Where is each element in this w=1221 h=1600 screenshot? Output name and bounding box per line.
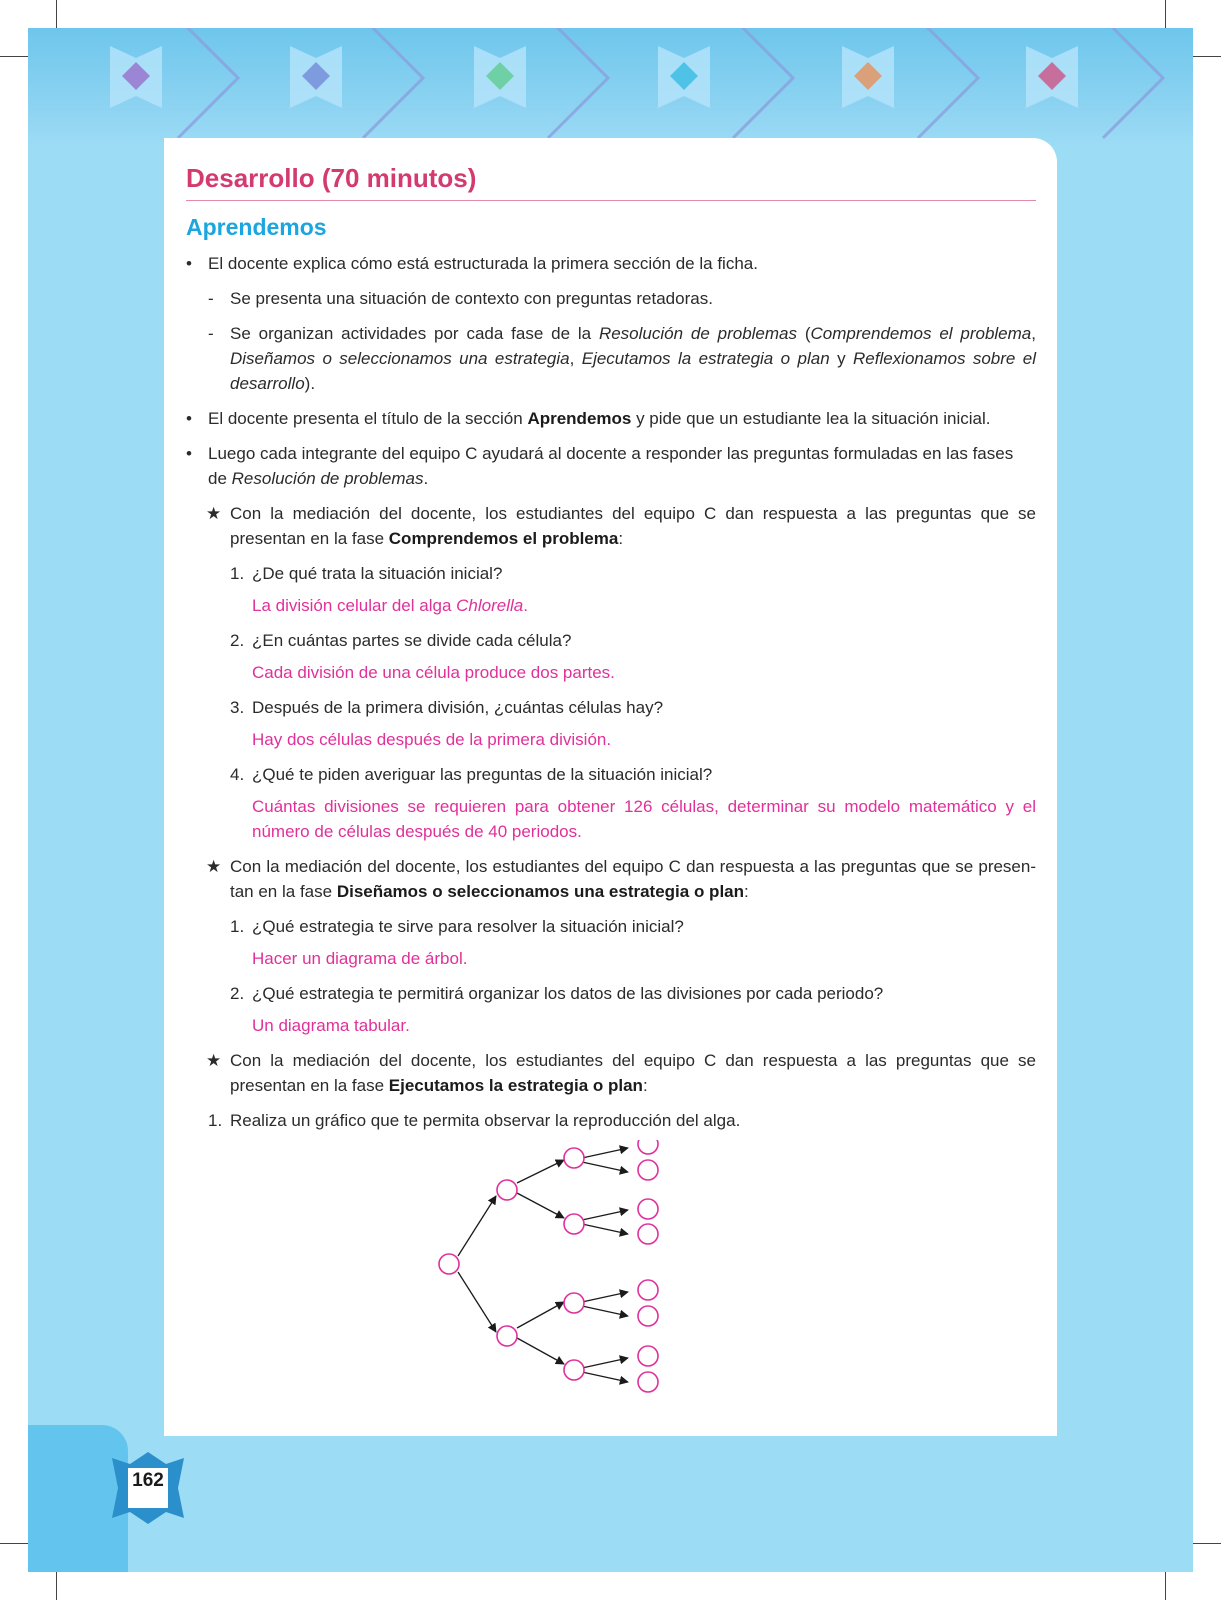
list-item	[186, 251, 1036, 276]
star-marker: ★	[206, 504, 222, 523]
item-text: :	[744, 882, 749, 901]
phase-name: Comprendemos el problema	[388, 529, 619, 548]
bullet-marker: •	[186, 409, 192, 428]
cell-node	[564, 1293, 584, 1313]
cell-node	[439, 1254, 459, 1274]
division-arrow	[582, 1292, 628, 1302]
item-text: Con la mediación del docente, los estudiantes del equipo C dan respuesta a las preguntas que se presentan en la fase	[230, 504, 1036, 548]
item-text-italic: Resolución de problemas	[598, 324, 798, 343]
question-text: ¿De qué trata la situación inicial?	[252, 564, 503, 583]
answer-text: Cuántas divisiones se requieren para obtener 126 células, determinar su modelo matemático y el número de células después de 40 periodos.	[252, 797, 1036, 841]
cell-node	[638, 1280, 658, 1300]
item-text: ,	[1031, 324, 1036, 343]
item-text: ).	[304, 374, 316, 393]
question-item	[186, 628, 1036, 653]
answer-part-italic: Chlorella	[456, 596, 524, 615]
answer-part: La división celular del alga	[252, 596, 457, 615]
question-text: Después de la primera división, ¿cuántas células hay?	[252, 698, 664, 717]
phase-name: Diseñamos o seleccionamos una estrategia o plan	[336, 882, 745, 901]
item-text: Con la mediación del docente, los estudiantes del equipo C dan respuesta a las preguntas que se presen-tan en la fase	[230, 857, 1036, 901]
answer-part: .	[523, 596, 528, 615]
question-text: ¿Qué estrategia te sirve para resolver la situación inicial?	[252, 917, 684, 936]
cell-node	[638, 1140, 658, 1154]
list-item	[186, 406, 1036, 431]
item-text: El docente presenta el título de la sección	[208, 409, 528, 428]
question-item	[186, 981, 1036, 1006]
item-text-italic: Diseñamos o seleccionamos una estrategia	[230, 349, 570, 368]
item-text-italic: Resolución de problemas	[231, 469, 424, 488]
cell-node	[564, 1360, 584, 1380]
crop-mark	[1165, 0, 1166, 28]
cell-node	[497, 1326, 517, 1346]
item-text: :	[618, 529, 624, 548]
cell-node	[638, 1346, 658, 1366]
phase-intro	[186, 501, 1036, 551]
question-number: 2.	[230, 631, 245, 650]
division-arrow	[582, 1148, 628, 1158]
chevron-ornament-icon	[28, 28, 1193, 148]
cell-division-tree-diagram	[434, 1140, 674, 1420]
question-number: 1.	[208, 1111, 223, 1130]
division-arrow	[517, 1160, 564, 1183]
item-text: y	[829, 349, 853, 368]
item-text-italic: Comprendemos el problema	[810, 324, 1032, 343]
crop-mark	[56, 1572, 57, 1600]
answer-text	[186, 593, 1036, 618]
question-number: 1.	[230, 564, 245, 583]
section-heading: Desarrollo (70 minutos)	[186, 163, 477, 193]
answer-text: Hacer un diagrama de árbol.	[252, 949, 468, 968]
question-item	[186, 561, 1036, 586]
division-arrow	[582, 1358, 628, 1368]
crop-mark	[0, 56, 28, 57]
division-arrow	[582, 1210, 628, 1220]
division-arrow	[517, 1193, 564, 1218]
answer-text: Un diagrama tabular.	[252, 1016, 410, 1035]
question-item	[186, 695, 1036, 720]
ornament-band	[28, 28, 1193, 148]
item-text: El docente explica cómo está estructurada la primera sección de la ficha.	[208, 254, 758, 273]
list-item	[186, 321, 1036, 396]
item-text: ,	[569, 349, 582, 368]
star-marker: ★	[206, 857, 222, 876]
cell-node	[638, 1160, 658, 1180]
crop-mark	[1193, 1543, 1221, 1544]
dash-marker: -	[208, 324, 214, 343]
answer-text: Cada división de una célula produce dos partes.	[252, 663, 615, 682]
division-arrow	[582, 1224, 628, 1234]
section-subheading: Aprendemos	[186, 214, 327, 240]
question-item	[186, 914, 1036, 939]
list-item	[186, 286, 1036, 311]
page-number: 162	[132, 1470, 164, 1491]
question-text: Realiza un gráfico que te permita observar la reproducción del alga.	[230, 1111, 741, 1130]
item-text-bold: Aprendemos	[527, 409, 632, 428]
crop-mark	[1165, 1572, 1166, 1600]
question-number: 2.	[230, 984, 245, 1003]
bullet-marker: •	[186, 254, 192, 273]
item-text: Con la mediación del docente, los estudiantes del equipo C dan respuesta a las preguntas que se presentan en la fase	[230, 1051, 1036, 1095]
diamond-ornament-icon	[122, 62, 1066, 90]
question-text: ¿Qué estrategia te permitirá organizar los datos de las divisiones por cada periodo?	[252, 984, 884, 1003]
phase-name: Ejecutamos la estrategia o plan	[388, 1076, 643, 1095]
item-text: Se organizan actividades por cada fase de la	[230, 324, 599, 343]
star-marker: ★	[206, 1051, 222, 1070]
heading-rule	[186, 200, 1036, 201]
cell-node	[638, 1372, 658, 1392]
question-number: 1.	[230, 917, 245, 936]
question-item	[186, 762, 1036, 787]
division-arrow	[517, 1302, 564, 1328]
phase-intro	[186, 1048, 1036, 1098]
item-text-italic: Reflexionamos sobre el desarrollo	[230, 349, 1037, 393]
cell-node	[497, 1180, 517, 1200]
question-text: ¿En cuántas partes se divide cada célula?	[252, 631, 572, 650]
item-text: (	[797, 324, 811, 343]
crop-mark	[56, 0, 57, 28]
item-text-italic: Ejecutamos la estrategia o plan	[581, 349, 830, 368]
item-text: y pide que un estudiante lea la situación inicial.	[631, 409, 991, 428]
bullet-marker: •	[186, 444, 192, 463]
answer-text: Hay dos células después de la primera división.	[252, 730, 612, 749]
division-arrow	[582, 1372, 628, 1382]
division-arrow	[458, 1196, 496, 1256]
cell-node	[638, 1306, 658, 1326]
crop-mark	[1193, 56, 1221, 57]
division-arrow	[582, 1162, 628, 1172]
item-text: .	[423, 469, 429, 488]
main-content	[186, 160, 1036, 1133]
item-text: Se presenta una situación de contexto con preguntas retadoras.	[230, 289, 713, 308]
cell-node	[638, 1224, 658, 1244]
question-number: 4.	[230, 765, 245, 784]
cell-node	[564, 1148, 584, 1168]
question-number: 3.	[230, 698, 245, 717]
list-item	[186, 441, 1036, 491]
question-text: ¿Qué te piden averiguar las preguntas de la situación inicial?	[252, 765, 713, 784]
item-text: :	[642, 1076, 648, 1095]
crop-mark	[0, 1543, 28, 1544]
division-arrow	[517, 1338, 564, 1364]
phase-intro	[186, 854, 1036, 904]
item-text: Luego cada integrante del equipo C ayudará al docente a responder las preguntas formuladas en las fases de	[208, 444, 1014, 488]
division-arrow	[582, 1306, 628, 1316]
division-arrow	[458, 1272, 496, 1332]
cell-node	[564, 1214, 584, 1234]
question-item	[186, 1108, 1036, 1133]
cell-node	[638, 1199, 658, 1219]
dash-marker: -	[208, 289, 214, 308]
